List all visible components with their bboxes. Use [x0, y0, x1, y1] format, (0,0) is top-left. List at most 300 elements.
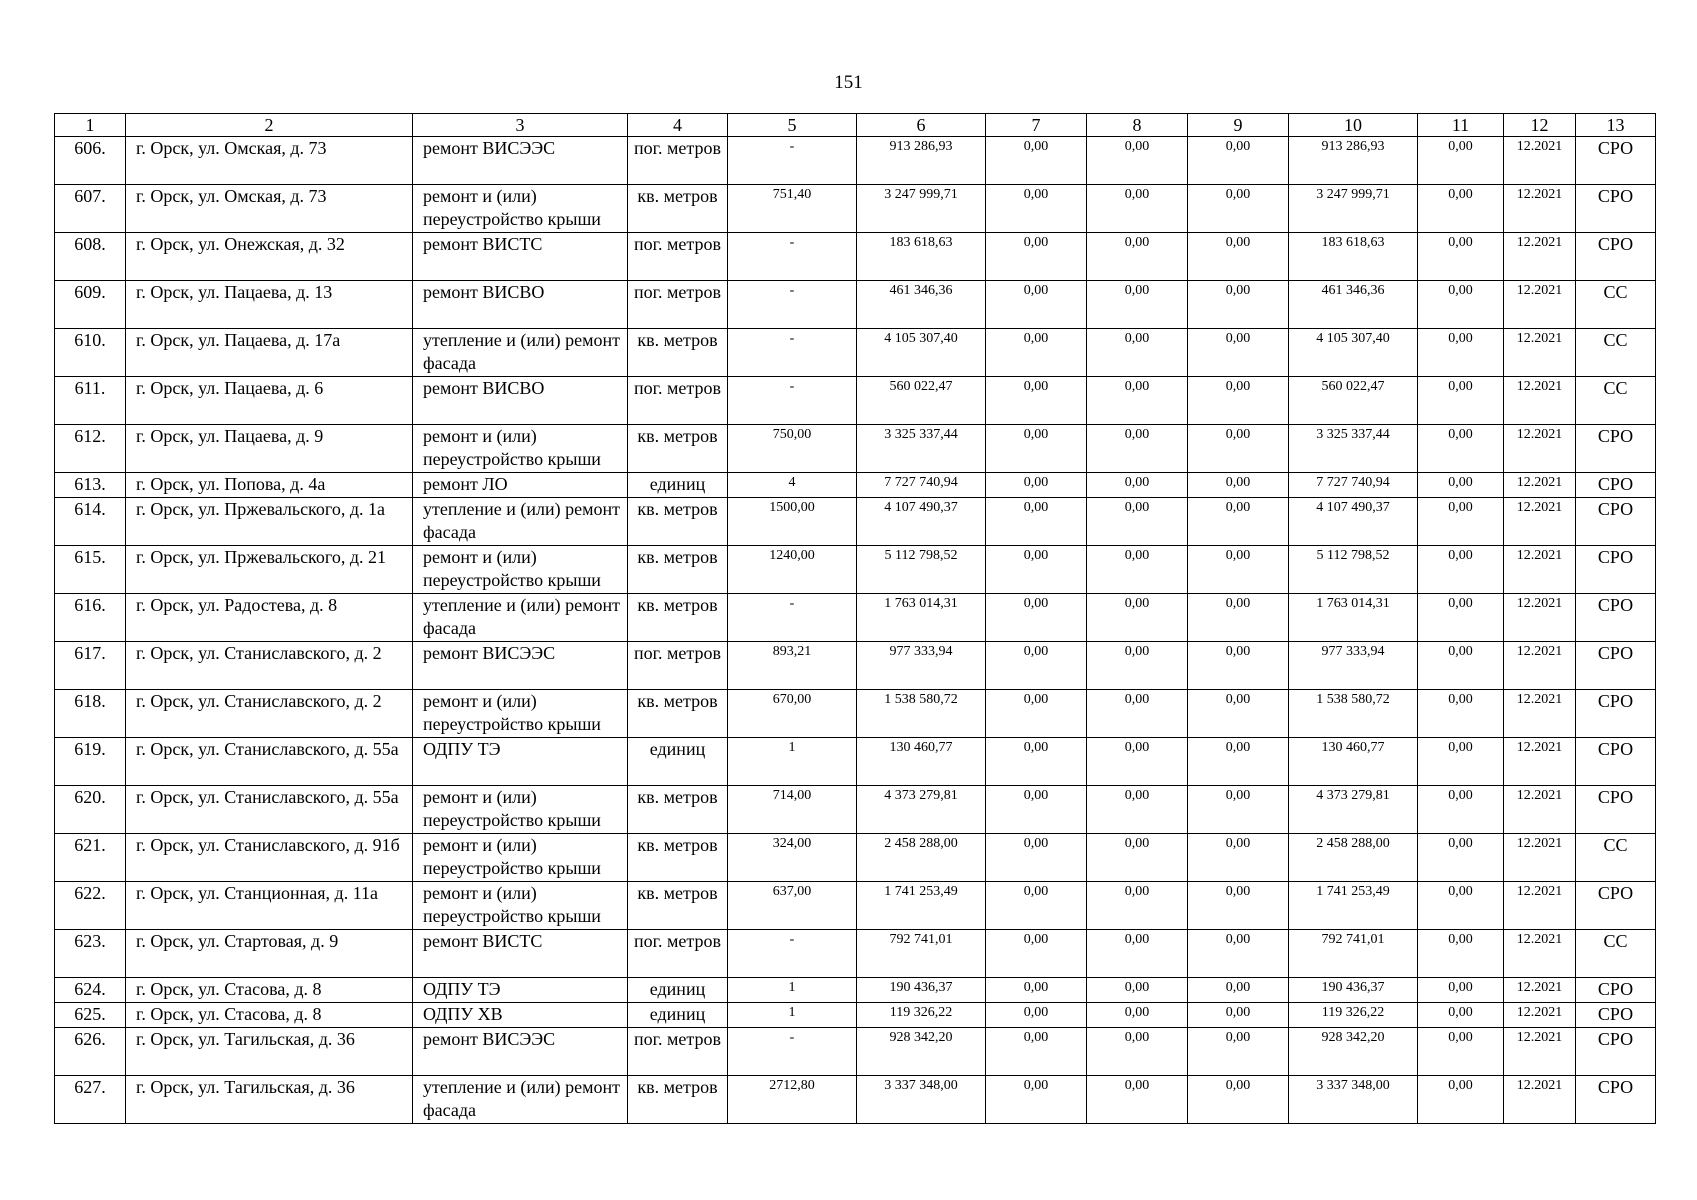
- deadline-cell: 12.2021: [1504, 690, 1576, 738]
- value-cell-10: 183 618,63: [1289, 233, 1418, 281]
- value-cell-9: 0,00: [1188, 498, 1289, 546]
- table-row: [55, 882, 1656, 930]
- value-cell-8: 0,00: [1087, 425, 1188, 473]
- address-cell: г. Орск, ул. Тагильская, д. 36: [126, 1076, 413, 1124]
- unit-cell: единиц: [628, 473, 728, 498]
- value-cell-9: 0,00: [1188, 473, 1289, 498]
- value-cell-11: 0,00: [1418, 930, 1504, 978]
- deadline-cell: 12.2021: [1504, 1076, 1576, 1124]
- value-cell-11: 0,00: [1418, 834, 1504, 882]
- table-row: [55, 1076, 1656, 1124]
- value-cell-7: 0,00: [986, 281, 1087, 329]
- address-cell: г. Орск, ул. Стасова, д. 8: [126, 978, 413, 1003]
- value-cell-8: 0,00: [1087, 473, 1188, 498]
- row-number: 608.: [55, 233, 126, 281]
- total-cost-cell: 461 346,36: [857, 281, 986, 329]
- quantity-cell: 2712,80: [728, 1076, 857, 1124]
- address-cell: г. Орск, ул. Станиславского, д. 55а: [126, 786, 413, 834]
- total-cost-cell: 130 460,77: [857, 738, 986, 786]
- column-header: 4: [628, 114, 728, 137]
- value-cell-10: 7 727 740,94: [1289, 473, 1418, 498]
- work-type-cell: ОДПУ ХВ: [413, 1003, 628, 1028]
- value-cell-7: 0,00: [986, 834, 1087, 882]
- work-type-cell: утепление и (или) ремонт фасада: [413, 329, 628, 377]
- value-cell-11: 0,00: [1418, 329, 1504, 377]
- value-cell-8: 0,00: [1087, 834, 1188, 882]
- quantity-cell: 1: [728, 1003, 857, 1028]
- value-cell-7: 0,00: [986, 690, 1087, 738]
- unit-cell: кв. метров: [628, 786, 728, 834]
- value-cell-11: 0,00: [1418, 594, 1504, 642]
- value-cell-9: 0,00: [1188, 834, 1289, 882]
- value-cell-11: 0,00: [1418, 1076, 1504, 1124]
- deadline-cell: 12.2021: [1504, 930, 1576, 978]
- value-cell-11: 0,00: [1418, 233, 1504, 281]
- value-cell-10: 3 337 348,00: [1289, 1076, 1418, 1124]
- address-cell: г. Орск, ул. Радостева, д. 8: [126, 594, 413, 642]
- funding-method-cell: СРО: [1576, 690, 1656, 738]
- value-cell-11: 0,00: [1418, 377, 1504, 425]
- value-cell-7: 0,00: [986, 137, 1087, 185]
- value-cell-11: 0,00: [1418, 498, 1504, 546]
- deadline-cell: 12.2021: [1504, 594, 1576, 642]
- address-cell: г. Орск, ул. Станиславского, д. 91б: [126, 834, 413, 882]
- value-cell-8: 0,00: [1087, 786, 1188, 834]
- address-cell: г. Орск, ул. Станиславского, д. 2: [126, 690, 413, 738]
- funding-method-cell: СРО: [1576, 233, 1656, 281]
- address-cell: г. Орск, ул. Станиславского, д. 55а: [126, 738, 413, 786]
- value-cell-10: 2 458 288,00: [1289, 834, 1418, 882]
- total-cost-cell: 183 618,63: [857, 233, 986, 281]
- funding-method-cell: СРО: [1576, 546, 1656, 594]
- work-type-cell: ремонт и (или) переустройство крыши: [413, 690, 628, 738]
- value-cell-8: 0,00: [1087, 1003, 1188, 1028]
- value-cell-10: 4 107 490,37: [1289, 498, 1418, 546]
- value-cell-11: 0,00: [1418, 425, 1504, 473]
- funding-method-cell: СРО: [1576, 738, 1656, 786]
- address-cell: г. Орск, ул. Пржевальского, д. 21: [126, 546, 413, 594]
- deadline-cell: 12.2021: [1504, 1003, 1576, 1028]
- value-cell-10: 119 326,22: [1289, 1003, 1418, 1028]
- address-cell: г. Орск, ул. Попова, д. 4а: [126, 473, 413, 498]
- row-number: 619.: [55, 738, 126, 786]
- address-cell: г. Орск, ул. Омская, д. 73: [126, 185, 413, 233]
- deadline-cell: 12.2021: [1504, 498, 1576, 546]
- value-cell-7: 0,00: [986, 185, 1087, 233]
- value-cell-9: 0,00: [1188, 1028, 1289, 1076]
- row-number: 626.: [55, 1028, 126, 1076]
- value-cell-8: 0,00: [1087, 498, 1188, 546]
- value-cell-9: 0,00: [1188, 546, 1289, 594]
- value-cell-8: 0,00: [1087, 137, 1188, 185]
- work-type-cell: ремонт и (или) переустройство крыши: [413, 786, 628, 834]
- value-cell-11: 0,00: [1418, 185, 1504, 233]
- table-row: [55, 498, 1656, 546]
- funding-method-cell: СРО: [1576, 642, 1656, 690]
- value-cell-8: 0,00: [1087, 233, 1188, 281]
- value-cell-7: 0,00: [986, 329, 1087, 377]
- unit-cell: кв. метров: [628, 834, 728, 882]
- value-cell-8: 0,00: [1087, 594, 1188, 642]
- value-cell-8: 0,00: [1087, 546, 1188, 594]
- unit-cell: кв. метров: [628, 882, 728, 930]
- table-body: [55, 137, 1656, 1124]
- deadline-cell: 12.2021: [1504, 786, 1576, 834]
- funding-method-cell: СС: [1576, 930, 1656, 978]
- value-cell-9: 0,00: [1188, 1003, 1289, 1028]
- value-cell-10: 928 342,20: [1289, 1028, 1418, 1076]
- address-cell: г. Орск, ул. Пацаева, д. 17а: [126, 329, 413, 377]
- address-cell: г. Орск, ул. Пржевальского, д. 1а: [126, 498, 413, 546]
- funding-method-cell: СРО: [1576, 137, 1656, 185]
- row-number: 627.: [55, 1076, 126, 1124]
- value-cell-11: 0,00: [1418, 978, 1504, 1003]
- value-cell-9: 0,00: [1188, 233, 1289, 281]
- quantity-cell: 1: [728, 978, 857, 1003]
- address-cell: г. Орск, ул. Стартовая, д. 9: [126, 930, 413, 978]
- value-cell-10: 130 460,77: [1289, 738, 1418, 786]
- deadline-cell: 12.2021: [1504, 233, 1576, 281]
- value-cell-11: 0,00: [1418, 137, 1504, 185]
- address-cell: г. Орск, ул. Пацаева, д. 6: [126, 377, 413, 425]
- total-cost-cell: 4 105 307,40: [857, 329, 986, 377]
- deadline-cell: 12.2021: [1504, 425, 1576, 473]
- unit-cell: единиц: [628, 738, 728, 786]
- unit-cell: пог. метров: [628, 233, 728, 281]
- value-cell-9: 0,00: [1188, 594, 1289, 642]
- column-header: 12: [1504, 114, 1576, 137]
- total-cost-cell: 913 286,93: [857, 137, 986, 185]
- value-cell-9: 0,00: [1188, 1076, 1289, 1124]
- value-cell-7: 0,00: [986, 473, 1087, 498]
- work-type-cell: ремонт ВИСВО: [413, 281, 628, 329]
- funding-method-cell: СРО: [1576, 473, 1656, 498]
- unit-cell: кв. метров: [628, 329, 728, 377]
- value-cell-7: 0,00: [986, 425, 1087, 473]
- funding-method-cell: СРО: [1576, 1076, 1656, 1124]
- row-number: 606.: [55, 137, 126, 185]
- work-type-cell: ремонт ВИСЭЭС: [413, 137, 628, 185]
- total-cost-cell: 977 333,94: [857, 642, 986, 690]
- value-cell-10: 5 112 798,52: [1289, 546, 1418, 594]
- total-cost-cell: 5 112 798,52: [857, 546, 986, 594]
- total-cost-cell: 560 022,47: [857, 377, 986, 425]
- row-number: 625.: [55, 1003, 126, 1028]
- column-header: 9: [1188, 114, 1289, 137]
- work-type-cell: ремонт ВИСЭЭС: [413, 642, 628, 690]
- funding-method-cell: СРО: [1576, 882, 1656, 930]
- value-cell-9: 0,00: [1188, 377, 1289, 425]
- work-type-cell: утепление и (или) ремонт фасада: [413, 498, 628, 546]
- address-cell: г. Орск, ул. Станционная, д. 11а: [126, 882, 413, 930]
- deadline-cell: 12.2021: [1504, 329, 1576, 377]
- table-row: [55, 738, 1656, 786]
- table-row: [55, 377, 1656, 425]
- deadline-cell: 12.2021: [1504, 738, 1576, 786]
- value-cell-8: 0,00: [1087, 281, 1188, 329]
- row-number: 613.: [55, 473, 126, 498]
- total-cost-cell: 190 436,37: [857, 978, 986, 1003]
- row-number: 607.: [55, 185, 126, 233]
- value-cell-10: 977 333,94: [1289, 642, 1418, 690]
- value-cell-8: 0,00: [1087, 882, 1188, 930]
- table-row: [55, 642, 1656, 690]
- value-cell-9: 0,00: [1188, 185, 1289, 233]
- work-type-cell: ОДПУ ТЭ: [413, 738, 628, 786]
- quantity-cell: 1500,00: [728, 498, 857, 546]
- work-type-cell: ремонт и (или) переустройство крыши: [413, 834, 628, 882]
- unit-cell: кв. метров: [628, 425, 728, 473]
- work-type-cell: ремонт и (или) переустройство крыши: [413, 882, 628, 930]
- value-cell-11: 0,00: [1418, 1028, 1504, 1076]
- value-cell-7: 0,00: [986, 546, 1087, 594]
- column-header: 2: [126, 114, 413, 137]
- value-cell-7: 0,00: [986, 594, 1087, 642]
- funding-method-cell: СРО: [1576, 1028, 1656, 1076]
- value-cell-8: 0,00: [1087, 978, 1188, 1003]
- funding-method-cell: СРО: [1576, 594, 1656, 642]
- table-row: [55, 473, 1656, 498]
- value-cell-10: 4 373 279,81: [1289, 786, 1418, 834]
- deadline-cell: 12.2021: [1504, 546, 1576, 594]
- value-cell-9: 0,00: [1188, 690, 1289, 738]
- value-cell-9: 0,00: [1188, 425, 1289, 473]
- work-type-cell: ОДПУ ТЭ: [413, 978, 628, 1003]
- value-cell-10: 1 538 580,72: [1289, 690, 1418, 738]
- table-header-row: [55, 114, 1656, 137]
- value-cell-11: 0,00: [1418, 642, 1504, 690]
- value-cell-11: 0,00: [1418, 690, 1504, 738]
- quantity-cell: 893,21: [728, 642, 857, 690]
- unit-cell: кв. метров: [628, 594, 728, 642]
- address-cell: г. Орск, ул. Стасова, д. 8: [126, 1003, 413, 1028]
- total-cost-cell: 1 538 580,72: [857, 690, 986, 738]
- value-cell-11: 0,00: [1418, 1003, 1504, 1028]
- quantity-cell: 670,00: [728, 690, 857, 738]
- row-number: 617.: [55, 642, 126, 690]
- row-number: 614.: [55, 498, 126, 546]
- column-header: 6: [857, 114, 986, 137]
- value-cell-9: 0,00: [1188, 930, 1289, 978]
- row-number: 620.: [55, 786, 126, 834]
- funding-method-cell: СРО: [1576, 185, 1656, 233]
- unit-cell: пог. метров: [628, 137, 728, 185]
- value-cell-10: 560 022,47: [1289, 377, 1418, 425]
- unit-cell: единиц: [628, 1003, 728, 1028]
- row-number: 622.: [55, 882, 126, 930]
- value-cell-7: 0,00: [986, 233, 1087, 281]
- value-cell-7: 0,00: [986, 786, 1087, 834]
- total-cost-cell: 2 458 288,00: [857, 834, 986, 882]
- deadline-cell: 12.2021: [1504, 978, 1576, 1003]
- table-row: [55, 546, 1656, 594]
- value-cell-11: 0,00: [1418, 786, 1504, 834]
- value-cell-7: 0,00: [986, 882, 1087, 930]
- value-cell-10: 3 325 337,44: [1289, 425, 1418, 473]
- value-cell-11: 0,00: [1418, 546, 1504, 594]
- value-cell-8: 0,00: [1087, 185, 1188, 233]
- unit-cell: пог. метров: [628, 1028, 728, 1076]
- deadline-cell: 12.2021: [1504, 1028, 1576, 1076]
- unit-cell: кв. метров: [628, 1076, 728, 1124]
- table-row: [55, 834, 1656, 882]
- quantity-cell: 750,00: [728, 425, 857, 473]
- value-cell-11: 0,00: [1418, 281, 1504, 329]
- row-number: 616.: [55, 594, 126, 642]
- funding-method-cell: СРО: [1576, 498, 1656, 546]
- unit-cell: кв. метров: [628, 498, 728, 546]
- value-cell-8: 0,00: [1087, 930, 1188, 978]
- deadline-cell: 12.2021: [1504, 834, 1576, 882]
- value-cell-8: 0,00: [1087, 1076, 1188, 1124]
- total-cost-cell: 3 247 999,71: [857, 185, 986, 233]
- deadline-cell: 12.2021: [1504, 185, 1576, 233]
- table-row: [55, 594, 1656, 642]
- quantity-cell: 1240,00: [728, 546, 857, 594]
- deadline-cell: 12.2021: [1504, 281, 1576, 329]
- row-number: 612.: [55, 425, 126, 473]
- column-header: 13: [1576, 114, 1656, 137]
- funding-method-cell: СС: [1576, 377, 1656, 425]
- total-cost-cell: 928 342,20: [857, 1028, 986, 1076]
- value-cell-7: 0,00: [986, 930, 1087, 978]
- value-cell-10: 1 741 253,49: [1289, 882, 1418, 930]
- deadline-cell: 12.2021: [1504, 377, 1576, 425]
- value-cell-10: 792 741,01: [1289, 930, 1418, 978]
- unit-cell: кв. метров: [628, 546, 728, 594]
- address-cell: г. Орск, ул. Тагильская, д. 36: [126, 1028, 413, 1076]
- work-type-cell: ремонт ВИСВО: [413, 377, 628, 425]
- work-type-cell: ремонт ЛО: [413, 473, 628, 498]
- column-header: 3: [413, 114, 628, 137]
- deadline-cell: 12.2021: [1504, 137, 1576, 185]
- unit-cell: кв. метров: [628, 185, 728, 233]
- row-number: 621.: [55, 834, 126, 882]
- value-cell-7: 0,00: [986, 377, 1087, 425]
- row-number: 624.: [55, 978, 126, 1003]
- value-cell-11: 0,00: [1418, 738, 1504, 786]
- work-type-cell: ремонт и (или) переустройство крыши: [413, 546, 628, 594]
- quantity-cell: -: [728, 281, 857, 329]
- quantity-cell: 1: [728, 738, 857, 786]
- value-cell-9: 0,00: [1188, 786, 1289, 834]
- table-row: [55, 281, 1656, 329]
- value-cell-10: 3 247 999,71: [1289, 185, 1418, 233]
- column-header: 7: [986, 114, 1087, 137]
- value-cell-7: 0,00: [986, 1028, 1087, 1076]
- address-cell: г. Орск, ул. Станиславского, д. 2: [126, 642, 413, 690]
- value-cell-7: 0,00: [986, 642, 1087, 690]
- value-cell-7: 0,00: [986, 978, 1087, 1003]
- row-number: 623.: [55, 930, 126, 978]
- value-cell-7: 0,00: [986, 1003, 1087, 1028]
- address-cell: г. Орск, ул. Онежская, д. 32: [126, 233, 413, 281]
- table-row: [55, 137, 1656, 185]
- work-type-cell: ремонт ВИСЭЭС: [413, 1028, 628, 1076]
- value-cell-11: 0,00: [1418, 473, 1504, 498]
- column-header: 5: [728, 114, 857, 137]
- deadline-cell: 12.2021: [1504, 473, 1576, 498]
- unit-cell: пог. метров: [628, 377, 728, 425]
- value-cell-10: 913 286,93: [1289, 137, 1418, 185]
- row-number: 611.: [55, 377, 126, 425]
- column-header: 11: [1418, 114, 1504, 137]
- table-row: [55, 786, 1656, 834]
- total-cost-cell: 1 763 014,31: [857, 594, 986, 642]
- funding-method-cell: СРО: [1576, 978, 1656, 1003]
- value-cell-7: 0,00: [986, 1076, 1087, 1124]
- address-cell: г. Орск, ул. Пацаева, д. 9: [126, 425, 413, 473]
- table-row: [55, 233, 1656, 281]
- row-number: 615.: [55, 546, 126, 594]
- total-cost-cell: 3 325 337,44: [857, 425, 986, 473]
- quantity-cell: 751,40: [728, 185, 857, 233]
- table-row: [55, 185, 1656, 233]
- table-row: [55, 930, 1656, 978]
- value-cell-9: 0,00: [1188, 642, 1289, 690]
- quantity-cell: -: [728, 329, 857, 377]
- value-cell-10: 461 346,36: [1289, 281, 1418, 329]
- value-cell-7: 0,00: [986, 498, 1087, 546]
- table-row: [55, 1028, 1656, 1076]
- column-header: 1: [55, 114, 126, 137]
- total-cost-cell: 792 741,01: [857, 930, 986, 978]
- address-cell: г. Орск, ул. Пацаева, д. 13: [126, 281, 413, 329]
- table-row: [55, 425, 1656, 473]
- value-cell-10: 190 436,37: [1289, 978, 1418, 1003]
- total-cost-cell: 4 373 279,81: [857, 786, 986, 834]
- unit-cell: пог. метров: [628, 281, 728, 329]
- quantity-cell: -: [728, 137, 857, 185]
- row-number: 618.: [55, 690, 126, 738]
- unit-cell: кв. метров: [628, 690, 728, 738]
- column-header: 10: [1289, 114, 1418, 137]
- table-row: [55, 978, 1656, 1003]
- funding-method-cell: СС: [1576, 281, 1656, 329]
- work-type-cell: ремонт и (или) переустройство крыши: [413, 185, 628, 233]
- work-type-cell: ремонт ВИСТС: [413, 233, 628, 281]
- funding-method-cell: СРО: [1576, 425, 1656, 473]
- quantity-cell: 637,00: [728, 882, 857, 930]
- quantity-cell: -: [728, 594, 857, 642]
- funding-method-cell: СРО: [1576, 786, 1656, 834]
- column-header: 8: [1087, 114, 1188, 137]
- value-cell-7: 0,00: [986, 738, 1087, 786]
- value-cell-9: 0,00: [1188, 137, 1289, 185]
- row-number: 610.: [55, 329, 126, 377]
- funding-method-cell: СРО: [1576, 1003, 1656, 1028]
- table-row: [55, 329, 1656, 377]
- value-cell-9: 0,00: [1188, 882, 1289, 930]
- value-cell-9: 0,00: [1188, 738, 1289, 786]
- total-cost-cell: 119 326,22: [857, 1003, 986, 1028]
- deadline-cell: 12.2021: [1504, 642, 1576, 690]
- total-cost-cell: 4 107 490,37: [857, 498, 986, 546]
- funding-method-cell: СС: [1576, 329, 1656, 377]
- quantity-cell: -: [728, 233, 857, 281]
- quantity-cell: -: [728, 1028, 857, 1076]
- address-cell: г. Орск, ул. Омская, д. 73: [126, 137, 413, 185]
- unit-cell: единиц: [628, 978, 728, 1003]
- repair-program-table: [54, 113, 1656, 1124]
- value-cell-9: 0,00: [1188, 329, 1289, 377]
- quantity-cell: -: [728, 377, 857, 425]
- value-cell-8: 0,00: [1087, 377, 1188, 425]
- quantity-cell: -: [728, 930, 857, 978]
- value-cell-10: 1 763 014,31: [1289, 594, 1418, 642]
- value-cell-9: 0,00: [1188, 978, 1289, 1003]
- work-type-cell: ремонт ВИСТС: [413, 930, 628, 978]
